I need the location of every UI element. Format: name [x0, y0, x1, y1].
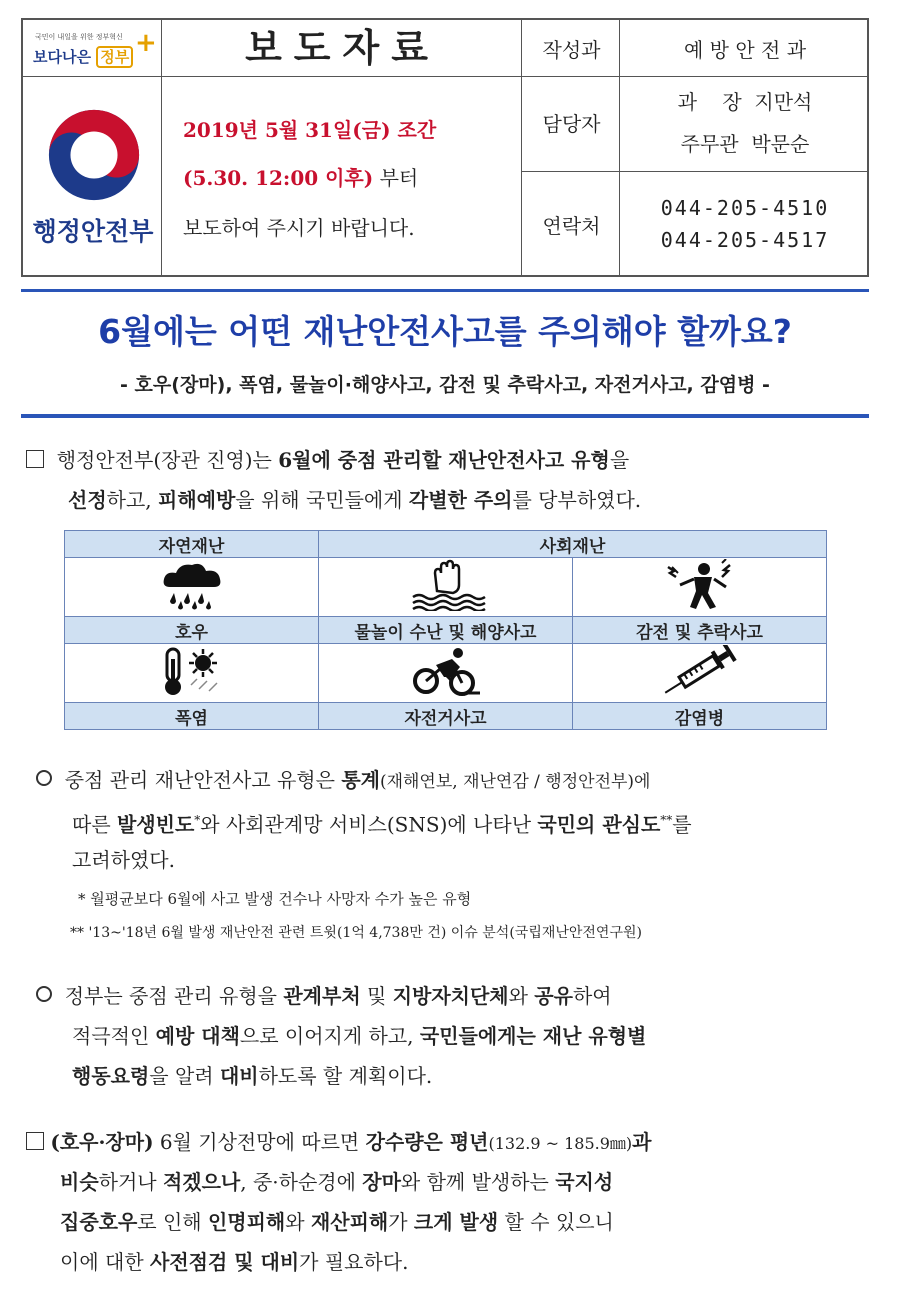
contact-person-label: 담당자	[542, 112, 601, 136]
bullet-2-line-3: 행동요령을 알려 대비하도록 할 계획이다.	[72, 1064, 433, 1088]
subheadline: - 호우(장마), 폭염, 물놀이·해양사고, 감전 및 추락사고, 자전거사고, 감염병 -	[120, 374, 770, 396]
natural-disaster-header: 자연재난	[65, 531, 319, 558]
type-label-water-accident: 물놀이 수난 및 해양사고	[319, 617, 573, 644]
embargo-instruction: 보도하여 주시기 바랍니다.	[183, 216, 415, 240]
plus-icon: +	[135, 28, 157, 58]
type-label-infectious-disease: 감염병	[573, 703, 827, 730]
headline-bottom-rule	[21, 414, 869, 418]
paragraph-2-line-1: (호우·장마) 6월 기상전망에 따르면 강수량은 평년(132.9 ~ 185.9㎜)과	[26, 1122, 651, 1164]
syringe-icon	[573, 644, 827, 703]
footnote-2: ** '13~'18년 6월 발생 재난안전 관련 트윗(1억 4,738만 건) 이슈 분석(국립재난안전연구원)	[70, 925, 642, 941]
logo-text: 보다나은 정부	[33, 46, 133, 67]
dept-value: 예 방 안 전 과	[683, 38, 807, 62]
paragraph-2-line-4: 이에 대한 사전점검 및 대비가 필요하다.	[60, 1250, 409, 1274]
bullet-1-line-2: 따른 발생빈도*와 사회관계망 서비스(SNS)에 나타난 국민의 관심도**를	[72, 812, 692, 837]
headline: 6월에는 어떤 재난안전사고를 주의해야 할까요?	[98, 312, 792, 351]
phone-1: 044-205-4510	[660, 196, 830, 220]
type-label-bicycle: 자전거사고	[319, 703, 573, 730]
type-label-heatwave: 폭염	[65, 703, 319, 730]
press-release-header	[21, 18, 869, 277]
contact-person-2: 주무관 박문순	[680, 132, 810, 156]
ministry-name: 행정안전부	[32, 217, 154, 246]
logo-slogan: 국민이 내일을 위한 정부혁신	[35, 33, 123, 41]
bullet-1-line-3: 고려하였다.	[72, 848, 175, 872]
dept-label: 작성과	[542, 38, 601, 62]
bullet-2-line-1: 정부는 중점 관리 유형을 관계부처 및 지방자치단체와 공유하여	[36, 976, 612, 1016]
circle-bullet-icon	[36, 770, 52, 786]
thermometer-sun-icon	[65, 644, 319, 703]
headline-top-rule	[21, 289, 869, 292]
paragraph-2-line-3: 집중호우로 인해 인명피해와 재산피해가 크게 발생 할 수 있으니	[60, 1210, 614, 1234]
footnote-1: * 월평균보다 6월에 사고 발생 건수나 사망자 수가 높은 유형	[78, 890, 472, 908]
paragraph-2-line-2: 비슷하거나 적겠으나, 중·하순경에 장마와 함께 발생하는 국지성	[60, 1170, 614, 1194]
phone-2: 044-205-4517	[660, 228, 830, 252]
type-label-heavy-rain: 호우	[65, 617, 319, 644]
embargo-date: 2019년 5월 31일(금) 조간	[183, 118, 437, 142]
phone-label: 연락처	[542, 214, 601, 238]
paragraph-1-line-1: 행정안전부(장관 진영)는 6월에 중점 관리할 재난안전사고 유형을	[26, 440, 629, 480]
rain-cloud-icon	[65, 558, 319, 617]
taegeuk-emblem-icon	[45, 106, 143, 204]
checkbox-bullet-icon	[26, 450, 44, 468]
document-type-title: 보도자료	[245, 25, 440, 70]
disaster-type-table	[64, 530, 827, 730]
cyclist-icon	[319, 644, 573, 703]
circle-bullet-icon	[36, 986, 52, 1002]
type-label-electric-fall: 감전 및 추락사고	[573, 617, 827, 644]
better-government-logo	[31, 28, 155, 76]
drowning-hand-icon	[319, 558, 573, 617]
embargo-time: (5.30. 12:00 이후) 부터	[183, 166, 419, 190]
contact-person-1: 과 장 지만석	[677, 90, 813, 114]
paragraph-1-line-2: 선정하고, 피해예방을 위해 국민들에게 각별한 주의를 당부하였다.	[68, 488, 642, 512]
bullet-2-line-2: 적극적인 예방 대책으로 이어지게 하고, 국민들에게는 재난 유형별	[72, 1024, 647, 1048]
bullet-1-line-1: 중점 관리 재난안전사고 유형은 통계(재해연보, 재난연감 / 행정안전부)에	[36, 760, 650, 802]
social-disaster-header: 사회재난	[319, 531, 827, 558]
electric-shock-icon	[573, 558, 827, 617]
checkbox-bullet-icon	[26, 1132, 44, 1150]
